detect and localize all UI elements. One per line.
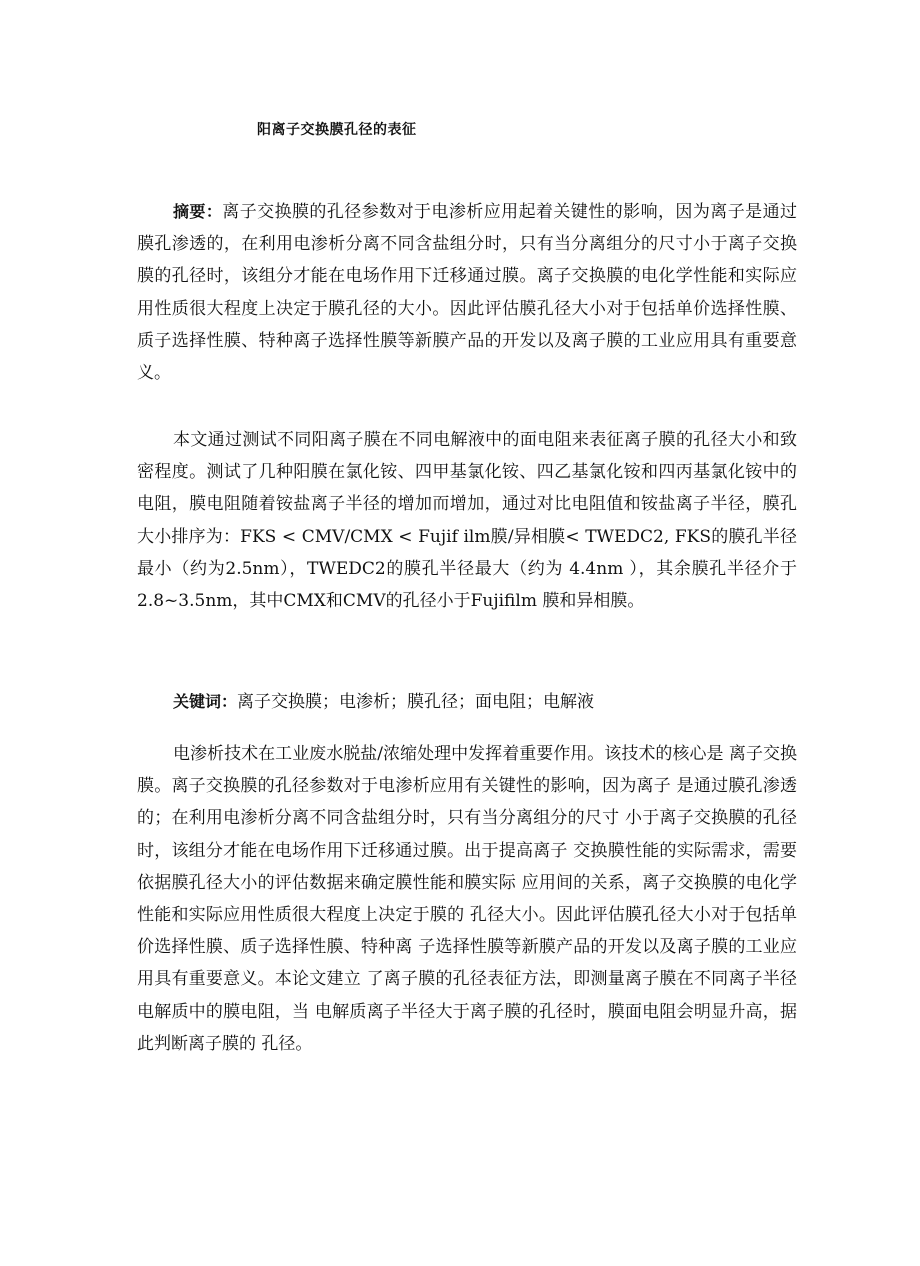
- introduction-paragraph: 电渗析技术在工业废水脱盐/浓缩处理中发挥着重要作用。该技术的核心是 离子交换膜。离子交换膜的孔径参数对于电渗析应用有关键性的影响，因为离子 是通过膜孔渗透的；在利用电渗析分离不同含盐组分时，只有当分离组分的尺寸 小于离子交换膜的孔径时，该组分才能在电场作用下迁移通过膜。出于提高离子 交换膜性能的实际需求，需要依据膜孔径大小的评估数据来确定膜性能和膜实际 应用间的关系，离子交换膜的电化学性能和实际应用性质很大程度上决定于膜的 孔径大小。因此评估膜孔径大小对于包括单价选择性膜、质子选择性膜、特种离 子选择性膜等新膜产品的开发以及离子膜的工业应用具有重要意义。本论文建立 了离子膜的孔径表征方法，即测量离子膜在不同离子半径电解质中的膜电阻，当 电解质离子半径大于离子膜的孔径时，膜面电阻会明显升高，据此判断离子膜的 孔径。: [137, 744, 797, 1054]
- keywords-label: 关键词：: [173, 692, 238, 711]
- document-title: 阳离子交换膜孔径的表征: [257, 122, 417, 138]
- method-paragraph: 本文通过测试不同阳离子膜在不同电解液中的面电阻来表征离子膜的孔径大小和致密程度。测试了几种阳膜在氯化铵、四甲基氯化铵、四乙基氯化铵和四丙基氯化铵中的电阻，膜电阻随着铵盐离子半径的增加而增加，通过对比电阻值和铵盐离子半径，膜孔大小排序为：FKS < CMV/CMX < Fujif ilm膜/异相膜< TWEDC2, FKS的膜孔半径最小（约为2.5nm），TWEDC2的膜孔半径最大（约为 4.4nm ），其余膜孔半径介于2.8~3.5nm，其中CMX和CMV的孔径小于Fujifilm 膜和异相膜。: [137, 430, 797, 612]
- keywords-paragraph: [137, 686, 797, 718]
- abstract-paragraph: [137, 196, 797, 389]
- keywords-text: 离子交换膜；电渗析；膜孔径；面电阻；电解液: [237, 692, 595, 712]
- abstract-text: 离子交换膜的孔径参数对于电渗析应用起着关键性的影响，因为离子是通过膜孔渗透的，在利用电渗析分离不同含盐组分时，只有当分离组分的尺寸小于离子交换膜的孔径时，该组分才能在电场作用下迁移通过膜。离子交换膜的电化学性能和实际应用性质很大程度上决定于膜孔径的大小。因此评估膜孔径大小对于包括单价选择性膜、质子选择性膜、特种离子选择性膜等新膜产品的开发以及离子膜的工业应用具有重要意义。: [137, 202, 797, 384]
- abstract-label: 摘要：: [173, 202, 223, 221]
